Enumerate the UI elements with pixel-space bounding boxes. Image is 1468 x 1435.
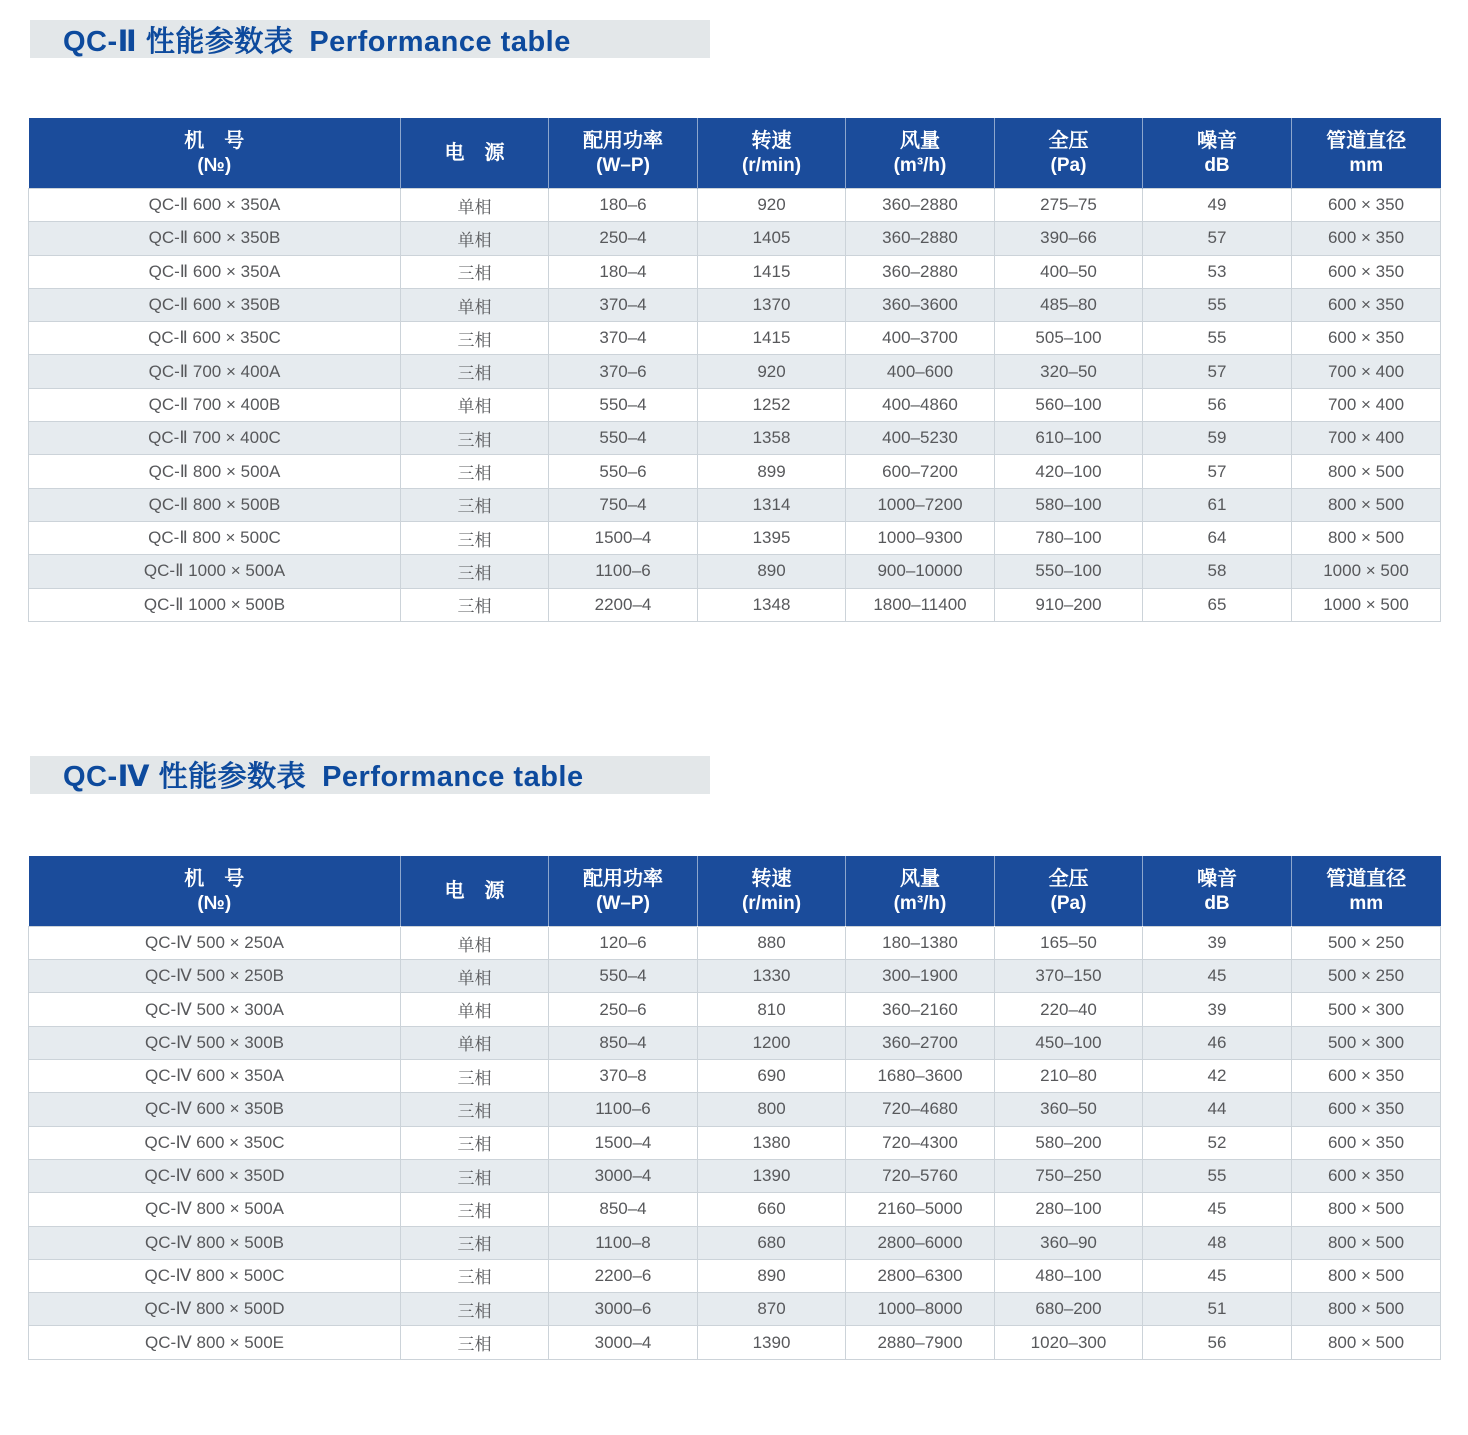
table-cell: QC-Ⅳ 600 × 350B xyxy=(29,1093,401,1126)
table-row xyxy=(29,993,1441,1026)
table-cell: 610–100 xyxy=(995,422,1143,455)
table-cell: 700 × 400 xyxy=(1292,422,1441,455)
table-cell: 250–6 xyxy=(549,993,698,1026)
section-title-band xyxy=(30,756,710,794)
table-cell: 1252 xyxy=(698,388,846,421)
table-cell: 1500–4 xyxy=(549,521,698,554)
table-cell: QC-Ⅱ 600 × 350C xyxy=(29,322,401,355)
table-cell: 3000–4 xyxy=(549,1326,698,1359)
table-cell: 370–4 xyxy=(549,288,698,321)
table-cell: 550–6 xyxy=(549,455,698,488)
table-cell: QC-Ⅳ 800 × 500B xyxy=(29,1226,401,1259)
table-cell: 1500–4 xyxy=(549,1126,698,1159)
table-cell: 三相 xyxy=(401,1293,549,1326)
header-line1: 电 源 xyxy=(444,879,505,902)
table-cell: 600 × 350 xyxy=(1292,1159,1441,1192)
table-cell: 880 xyxy=(698,926,846,959)
table-cell: 220–40 xyxy=(995,993,1143,1026)
table-cell: 600 × 350 xyxy=(1292,255,1441,288)
table-row xyxy=(29,288,1441,321)
table-cell: 280–100 xyxy=(995,1193,1143,1226)
table-cell: 400–50 xyxy=(995,255,1143,288)
table-cell: 1330 xyxy=(698,960,846,993)
section-title xyxy=(63,19,571,60)
table-cell: 870 xyxy=(698,1293,846,1326)
table-cell: 750–4 xyxy=(549,488,698,521)
table-cell: 910–200 xyxy=(995,588,1143,621)
table-cell: 360–2880 xyxy=(846,189,995,222)
table-cell: 750–250 xyxy=(995,1159,1143,1192)
header-cell xyxy=(1143,856,1292,927)
header-line2: (№) xyxy=(197,892,232,914)
table-cell: 550–4 xyxy=(549,388,698,421)
table-cell: 720–4300 xyxy=(846,1126,995,1159)
table-cell: 2200–6 xyxy=(549,1259,698,1292)
table-cell: QC-Ⅳ 500 × 250B xyxy=(29,960,401,993)
table-cell: 400–600 xyxy=(846,355,995,388)
table-cell: 390–66 xyxy=(995,222,1143,255)
table-cell: 三相 xyxy=(401,1193,549,1226)
table-cell: 680 xyxy=(698,1226,846,1259)
table-cell: 485–80 xyxy=(995,288,1143,321)
table-row xyxy=(29,322,1441,355)
table-cell: 39 xyxy=(1143,993,1292,1026)
table-cell: 275–75 xyxy=(995,189,1143,222)
table-cell: 46 xyxy=(1143,1026,1292,1059)
header-line2: mm xyxy=(1349,155,1384,177)
table-cell: 360–3600 xyxy=(846,288,995,321)
table-cell: 210–80 xyxy=(995,1060,1143,1093)
table-cell: QC-Ⅱ 700 × 400B xyxy=(29,388,401,421)
table-cell: 三相 xyxy=(401,1093,549,1126)
table-cell: 250–4 xyxy=(549,222,698,255)
table-cell: 三相 xyxy=(401,422,549,455)
header-line1: 风量 xyxy=(900,130,940,153)
table-cell: 53 xyxy=(1143,255,1292,288)
table-cell: 400–3700 xyxy=(846,322,995,355)
table-cell: 370–150 xyxy=(995,960,1143,993)
table-cell: 300–1900 xyxy=(846,960,995,993)
table-cell: 42 xyxy=(1143,1060,1292,1093)
table-cell: 800 × 500 xyxy=(1292,488,1441,521)
table-row xyxy=(29,1159,1441,1192)
table-cell: 52 xyxy=(1143,1126,1292,1159)
table-cell: 680–200 xyxy=(995,1293,1143,1326)
table-cell: 900–10000 xyxy=(846,555,995,588)
table-row xyxy=(29,1026,1441,1059)
table-cell: 单相 xyxy=(401,926,549,959)
table-row xyxy=(29,455,1441,488)
table-cell: 780–100 xyxy=(995,521,1143,554)
header-cell xyxy=(995,118,1143,189)
table-cell: 360–50 xyxy=(995,1093,1143,1126)
table-cell: 55 xyxy=(1143,322,1292,355)
table-cell: QC-Ⅱ 800 × 500B xyxy=(29,488,401,521)
table-cell: 64 xyxy=(1143,521,1292,554)
table-row xyxy=(29,355,1441,388)
header-line2: (№) xyxy=(197,155,232,177)
table-cell: 560–100 xyxy=(995,388,1143,421)
table-cell: 单相 xyxy=(401,222,549,255)
table-cell: 1395 xyxy=(698,521,846,554)
table-cell: QC-Ⅱ 700 × 400A xyxy=(29,355,401,388)
table-row xyxy=(29,189,1441,222)
table-cell: 600 × 350 xyxy=(1292,1126,1441,1159)
table-cell: 800 × 500 xyxy=(1292,521,1441,554)
table-cell: 55 xyxy=(1143,1159,1292,1192)
table-cell: 1020–300 xyxy=(995,1326,1143,1359)
table-cell: 500 × 250 xyxy=(1292,926,1441,959)
table-cell: QC-Ⅱ 1000 × 500B xyxy=(29,588,401,621)
header-line1: 转速 xyxy=(751,867,792,890)
section-title-cn: QC-Ⅳ 性能参数表 xyxy=(63,761,307,794)
header-cell xyxy=(29,118,401,189)
table-row xyxy=(29,222,1441,255)
table-cell: 44 xyxy=(1143,1093,1292,1126)
table-row xyxy=(29,1259,1441,1292)
table-cell: 1348 xyxy=(698,588,846,621)
table-row xyxy=(29,1126,1441,1159)
section-title xyxy=(63,754,584,795)
table-cell: 57 xyxy=(1143,455,1292,488)
tables-root xyxy=(0,20,1468,1360)
table-cell: 1000–9300 xyxy=(846,521,995,554)
header-line2: (W–P) xyxy=(596,892,650,914)
header-row xyxy=(29,856,1441,927)
table-cell: 三相 xyxy=(401,455,549,488)
header-line2: dB xyxy=(1204,892,1230,914)
performance-table-1 xyxy=(28,118,1441,622)
table-cell: 1100–6 xyxy=(549,1093,698,1126)
table-cell: 单相 xyxy=(401,189,549,222)
section-title-band xyxy=(30,20,710,58)
table-cell: QC-Ⅳ 800 × 500D xyxy=(29,1293,401,1326)
table-cell: 480–100 xyxy=(995,1259,1143,1292)
table-row xyxy=(29,1326,1441,1359)
table-cell: 59 xyxy=(1143,422,1292,455)
table-cell: 420–100 xyxy=(995,455,1143,488)
table-cell: 580–100 xyxy=(995,488,1143,521)
table-cell: 61 xyxy=(1143,488,1292,521)
table-cell: 400–4860 xyxy=(846,388,995,421)
table-cell: QC-Ⅱ 600 × 350B xyxy=(29,288,401,321)
table-row xyxy=(29,960,1441,993)
table-cell: QC-Ⅳ 500 × 300B xyxy=(29,1026,401,1059)
table-cell: 850–4 xyxy=(549,1193,698,1226)
table-cell: 三相 xyxy=(401,355,549,388)
table-row xyxy=(29,1293,1441,1326)
header-cell xyxy=(698,856,846,927)
table-cell: 720–5760 xyxy=(846,1159,995,1192)
table-cell: 1415 xyxy=(698,322,846,355)
performance-section-1 xyxy=(0,20,1468,622)
table-cell: 600 × 350 xyxy=(1292,189,1441,222)
table-cell: 360–90 xyxy=(995,1226,1143,1259)
table-cell: 360–2700 xyxy=(846,1026,995,1059)
table-cell: 1380 xyxy=(698,1126,846,1159)
table-cell: 2880–7900 xyxy=(846,1326,995,1359)
table-cell: 180–6 xyxy=(549,189,698,222)
catalog-page xyxy=(0,20,1468,1435)
header-line1: 全压 xyxy=(1048,130,1089,153)
table-cell: 1415 xyxy=(698,255,846,288)
table-cell: 120–6 xyxy=(549,926,698,959)
table-cell: 三相 xyxy=(401,322,549,355)
header-line1: 机 号 xyxy=(184,130,245,153)
table-cell: 370–6 xyxy=(549,355,698,388)
table-cell: 57 xyxy=(1143,222,1292,255)
table-cell: 500 × 300 xyxy=(1292,993,1441,1026)
header-cell xyxy=(549,856,698,927)
table-cell: 800 × 500 xyxy=(1292,455,1441,488)
table-cell: QC-Ⅳ 800 × 500A xyxy=(29,1193,401,1226)
table-cell: 48 xyxy=(1143,1226,1292,1259)
table-cell: 580–200 xyxy=(995,1126,1143,1159)
table-cell: 45 xyxy=(1143,1193,1292,1226)
table-row xyxy=(29,1226,1441,1259)
header-line2: (r/min) xyxy=(741,155,802,177)
header-line1: 机 号 xyxy=(184,867,245,890)
table-cell: QC-Ⅱ 600 × 350A xyxy=(29,189,401,222)
table-cell: 600 × 350 xyxy=(1292,1093,1441,1126)
header-line2: (m³/h) xyxy=(893,892,947,914)
table-cell: 505–100 xyxy=(995,322,1143,355)
table-cell: QC-Ⅳ 600 × 350C xyxy=(29,1126,401,1159)
table-cell: 单相 xyxy=(401,960,549,993)
table-row xyxy=(29,555,1441,588)
table-cell: QC-Ⅳ 500 × 300A xyxy=(29,993,401,1026)
table-cell: 3000–4 xyxy=(549,1159,698,1192)
table-cell: QC-Ⅳ 800 × 500C xyxy=(29,1259,401,1292)
table-row xyxy=(29,488,1441,521)
table-cell: 400–5230 xyxy=(846,422,995,455)
table-cell: 800 xyxy=(698,1093,846,1126)
performance-table-2 xyxy=(28,856,1441,1360)
table-cell: QC-Ⅳ 600 × 350A xyxy=(29,1060,401,1093)
header-cell xyxy=(846,118,995,189)
table-cell: 45 xyxy=(1143,1259,1292,1292)
table-cell: 360–2880 xyxy=(846,222,995,255)
header-line1: 转速 xyxy=(751,130,792,153)
table-cell: 700 × 400 xyxy=(1292,388,1441,421)
table-cell: 660 xyxy=(698,1193,846,1226)
table-cell: 1000 × 500 xyxy=(1292,588,1441,621)
table-cell: 180–4 xyxy=(549,255,698,288)
table-cell: 1314 xyxy=(698,488,846,521)
table-cell: 180–1380 xyxy=(846,926,995,959)
table-cell: 1100–8 xyxy=(549,1226,698,1259)
table-cell: 600 × 350 xyxy=(1292,322,1441,355)
table-cell: 600 × 350 xyxy=(1292,288,1441,321)
table-cell: 1390 xyxy=(698,1326,846,1359)
table-cell: 450–100 xyxy=(995,1026,1143,1059)
table-cell: 三相 xyxy=(401,1326,549,1359)
header-cell xyxy=(846,856,995,927)
table-cell: 920 xyxy=(698,189,846,222)
performance-section-2 xyxy=(0,756,1468,1360)
table-cell: 2200–4 xyxy=(549,588,698,621)
table-cell: 2800–6300 xyxy=(846,1259,995,1292)
header-line1: 噪音 xyxy=(1197,867,1237,890)
table-cell: 600–7200 xyxy=(846,455,995,488)
table-row xyxy=(29,388,1441,421)
table-cell: 1390 xyxy=(698,1159,846,1192)
table-row xyxy=(29,1093,1441,1126)
header-cell xyxy=(698,118,846,189)
header-cell xyxy=(401,118,549,189)
header-line2: dB xyxy=(1204,155,1230,177)
table-cell: 55 xyxy=(1143,288,1292,321)
table-cell: 1000–7200 xyxy=(846,488,995,521)
table-cell: 800 × 500 xyxy=(1292,1193,1441,1226)
header-cell xyxy=(1143,118,1292,189)
header-line1: 配用功率 xyxy=(583,867,663,890)
table-cell: 56 xyxy=(1143,1326,1292,1359)
header-cell xyxy=(401,856,549,927)
table-cell: 920 xyxy=(698,355,846,388)
table-cell: 890 xyxy=(698,1259,846,1292)
header-line1: 全压 xyxy=(1048,867,1089,890)
header-line2: (r/min) xyxy=(741,892,802,914)
table-cell: 2800–6000 xyxy=(846,1226,995,1259)
header-cell xyxy=(995,856,1143,927)
table-cell: 1800–11400 xyxy=(846,588,995,621)
header-cell xyxy=(549,118,698,189)
table-cell: 800 × 500 xyxy=(1292,1259,1441,1292)
section-title-cn: QC-Ⅱ 性能参数表 xyxy=(63,25,294,58)
table-cell: 三相 xyxy=(401,1259,549,1292)
table-cell: 1000 × 500 xyxy=(1292,555,1441,588)
table-row xyxy=(29,926,1441,959)
header-line1: 噪音 xyxy=(1197,130,1237,153)
table-cell: QC-Ⅱ 800 × 500C xyxy=(29,521,401,554)
table-cell: QC-Ⅱ 700 × 400C xyxy=(29,422,401,455)
table-cell: 800 × 500 xyxy=(1292,1326,1441,1359)
header-line2: (m³/h) xyxy=(893,155,947,177)
table-cell: 56 xyxy=(1143,388,1292,421)
table-cell: 1370 xyxy=(698,288,846,321)
table-row xyxy=(29,1193,1441,1226)
table-cell: 360–2160 xyxy=(846,993,995,1026)
table-cell: 58 xyxy=(1143,555,1292,588)
table-cell: 三相 xyxy=(401,1226,549,1259)
table-cell: 720–4680 xyxy=(846,1093,995,1126)
table-cell: QC-Ⅳ 800 × 500E xyxy=(29,1326,401,1359)
table-cell: 800 × 500 xyxy=(1292,1226,1441,1259)
table-cell: 2160–5000 xyxy=(846,1193,995,1226)
section-title-en: Performance table xyxy=(322,761,584,794)
table-cell: 49 xyxy=(1143,189,1292,222)
table-cell: 1405 xyxy=(698,222,846,255)
table-cell: QC-Ⅳ 600 × 350D xyxy=(29,1159,401,1192)
table-cell: 51 xyxy=(1143,1293,1292,1326)
table-cell: QC-Ⅳ 500 × 250A xyxy=(29,926,401,959)
header-row xyxy=(29,118,1441,189)
table-cell: 39 xyxy=(1143,926,1292,959)
table-cell: QC-Ⅱ 800 × 500A xyxy=(29,455,401,488)
table-row xyxy=(29,588,1441,621)
table-cell: 1100–6 xyxy=(549,555,698,588)
table-cell: 45 xyxy=(1143,960,1292,993)
table-cell: 320–50 xyxy=(995,355,1143,388)
table-cell: 500 × 300 xyxy=(1292,1026,1441,1059)
table-cell: 1680–3600 xyxy=(846,1060,995,1093)
table-cell: 57 xyxy=(1143,355,1292,388)
header-line2: (Pa) xyxy=(1050,155,1087,177)
table-cell: 三相 xyxy=(401,255,549,288)
table-cell: 165–50 xyxy=(995,926,1143,959)
table-cell: 三相 xyxy=(401,1159,549,1192)
table-wrapper xyxy=(28,856,1468,1360)
table-cell: 单相 xyxy=(401,1026,549,1059)
table-cell: 三相 xyxy=(401,521,549,554)
table-cell: 550–4 xyxy=(549,960,698,993)
table-cell: 890 xyxy=(698,555,846,588)
table-cell: 370–8 xyxy=(549,1060,698,1093)
table-cell: 370–4 xyxy=(549,322,698,355)
header-line2: (W–P) xyxy=(596,155,650,177)
table-cell: QC-Ⅱ 1000 × 500A xyxy=(29,555,401,588)
table-cell: 810 xyxy=(698,993,846,1026)
header-line1: 电 源 xyxy=(444,142,505,164)
table-cell: 800 × 500 xyxy=(1292,1293,1441,1326)
table-cell: QC-Ⅱ 600 × 350A xyxy=(29,255,401,288)
header-cell xyxy=(29,856,401,927)
header-line2: mm xyxy=(1349,892,1384,914)
table-cell: 三相 xyxy=(401,1060,549,1093)
header-line1: 管道直径 xyxy=(1326,130,1407,153)
table-cell: 500 × 250 xyxy=(1292,960,1441,993)
table-cell: 单相 xyxy=(401,288,549,321)
table-cell: QC-Ⅱ 600 × 350B xyxy=(29,222,401,255)
table-cell: 690 xyxy=(698,1060,846,1093)
table-cell: 单相 xyxy=(401,388,549,421)
table-cell: 三相 xyxy=(401,1126,549,1159)
table-cell: 899 xyxy=(698,455,846,488)
table-cell: 360–2880 xyxy=(846,255,995,288)
table-row xyxy=(29,1060,1441,1093)
table-cell: 550–4 xyxy=(549,422,698,455)
section-title-en: Performance table xyxy=(309,25,571,58)
header-line2: (Pa) xyxy=(1050,892,1087,914)
table-cell: 单相 xyxy=(401,993,549,1026)
table-cell: 三相 xyxy=(401,588,549,621)
table-cell: 1358 xyxy=(698,422,846,455)
table-cell: 600 × 350 xyxy=(1292,1060,1441,1093)
table-cell: 700 × 400 xyxy=(1292,355,1441,388)
table-row xyxy=(29,521,1441,554)
header-line1: 风量 xyxy=(900,867,940,890)
table-cell: 1000–8000 xyxy=(846,1293,995,1326)
table-cell: 三相 xyxy=(401,488,549,521)
header-cell xyxy=(1292,118,1441,189)
header-line1: 配用功率 xyxy=(583,130,663,153)
table-cell: 3000–6 xyxy=(549,1293,698,1326)
header-cell xyxy=(1292,856,1441,927)
table-row xyxy=(29,422,1441,455)
table-cell: 1200 xyxy=(698,1026,846,1059)
table-cell: 65 xyxy=(1143,588,1292,621)
table-cell: 550–100 xyxy=(995,555,1143,588)
table-wrapper xyxy=(28,118,1468,622)
table-cell: 三相 xyxy=(401,555,549,588)
table-cell: 600 × 350 xyxy=(1292,222,1441,255)
table-cell: 850–4 xyxy=(549,1026,698,1059)
table-row xyxy=(29,255,1441,288)
header-line1: 管道直径 xyxy=(1326,867,1407,890)
